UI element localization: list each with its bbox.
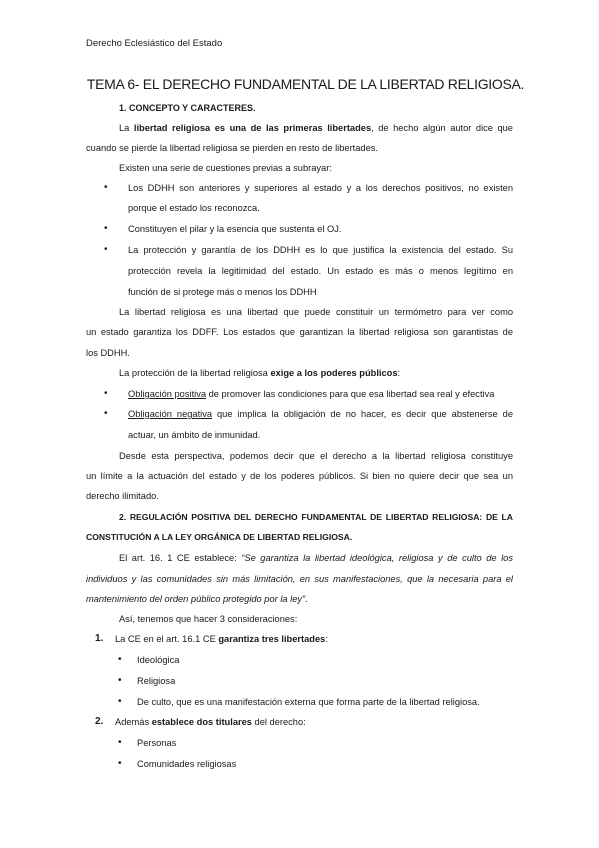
sub-list-item: De culto, que es una manifestación externa que forma parte de la libertad religiosa. [137, 697, 480, 707]
bullet-icon: • [118, 654, 122, 665]
list-item: La protección y garantía de los DDHH es lo que justifica la existencia del estado. Su [128, 245, 513, 255]
page-title: TEMA 6- EL DERECHO FUNDAMENTAL DE LA LIBERTAD RELIGIOSA. [86, 76, 525, 92]
sub-list-item: Personas [137, 738, 177, 748]
section-2-heading-continuation: CONSTITUCIÓN A LA LEY ORGÁNICA DE LIBERTAD RELIGIOSA. [86, 532, 353, 542]
list-item: Constituyen el pilar y la esencia que sustenta el OJ. [128, 224, 342, 234]
bullet-icon: • [118, 758, 122, 769]
bullet-icon: • [118, 675, 122, 686]
list-item: Obligación positiva de promover las condiciones para que esa libertad sea real y efectiva [128, 389, 495, 399]
paragraph-line: La libertad religiosa es una de las primeras libertades, de hecho algún autor dice que [119, 123, 513, 133]
list-item-continuation: actuar, un ámbito de inmunidad. [128, 430, 261, 440]
list-number: 2. [95, 716, 104, 727]
bullet-icon: • [118, 737, 122, 748]
sub-list-item: Religiosa [137, 676, 176, 686]
sub-list-item: Ideológica [137, 655, 180, 665]
paragraph-line: un estado garantiza los DDFF. Los estados que garantizan la libertad religiosa son garantistas de [86, 327, 513, 337]
paragraph-line: Existen una serie de cuestiones previas a subrayar: [119, 163, 332, 173]
bullet-icon: • [104, 223, 108, 234]
paragraph-line: un límite a la actuación del estado y de los poderes públicos. Si bien no quiere decir que sea un [86, 471, 513, 481]
paragraph-line: Desde esta perspectiva, podemos decir que el derecho a la libertad religiosa constituye [119, 451, 513, 461]
sub-list-item: Comunidades religiosas [137, 759, 237, 769]
paragraph-line: mantenimiento del orden público protegido por la ley”. [86, 594, 308, 604]
bullet-icon: • [118, 696, 122, 707]
paragraph-line: cuando se pierde la libertad religiosa se pierden en resto de libertades. [86, 143, 379, 153]
list-item: Obligación negativa que implica la obligación de no hacer, es decir que abstenerse de [128, 409, 513, 419]
paragraph-line: individuos y las comunidades sin más limitación, en sus manifestaciones, que la necesaria para el [86, 574, 513, 584]
list-item-continuation: protección revela la legitimidad del estado. Un estado es más o menos legítimo en [128, 266, 513, 276]
list-item-continuation: función de si protege más o menos los DDHH [128, 287, 317, 297]
paragraph-line: Así, tenemos que hacer 3 consideraciones: [119, 614, 298, 624]
paragraph-line: La protección de la libertad religiosa exige a los poderes públicos: [119, 368, 401, 378]
list-item-continuation: porque el estado los reconozca. [128, 203, 260, 213]
numbered-item: Además establece dos titulares del derecho: [115, 717, 306, 727]
section-2-heading: 2. REGULACIÓN POSITIVA DEL DERECHO FUNDAMENTAL DE LIBERTAD RELIGIOSA: DE LA [119, 512, 513, 522]
bullet-icon: • [104, 388, 108, 399]
bullet-icon: • [104, 244, 108, 255]
page-header: Derecho Eclesiástico del Estado [86, 38, 223, 49]
bullet-icon: • [104, 408, 108, 419]
paragraph-line: El art. 16. 1 CE establece: “Se garantiza la libertad ideológica, religiosa y de culto de los [119, 553, 513, 563]
numbered-item: La CE en el art. 16.1 CE garantiza tres libertades: [115, 634, 328, 644]
paragraph-line: los DDHH. [86, 348, 130, 358]
bullet-icon: • [104, 182, 108, 193]
section-1-heading: 1. CONCEPTO Y CARACTERES. [119, 103, 256, 113]
paragraph-line: derecho ilimitado. [86, 491, 159, 501]
list-number: 1. [95, 633, 104, 644]
paragraph-line: La libertad religiosa es una libertad que puede constituir un termómetro para ver como [119, 307, 513, 317]
list-item: Los DDHH son anteriores y superiores al estado y a los derechos positivos, no existen [128, 183, 513, 193]
